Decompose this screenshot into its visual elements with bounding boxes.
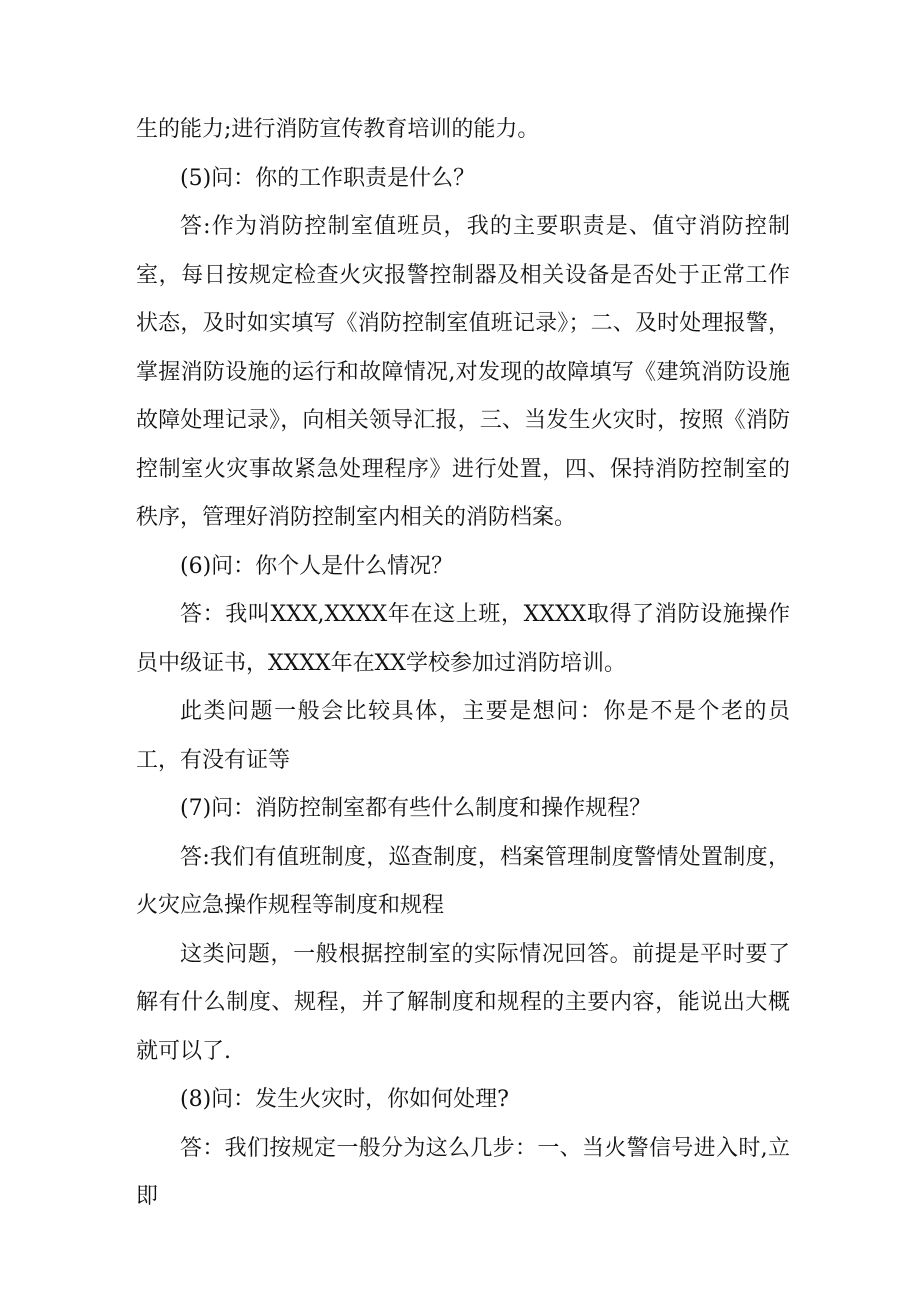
question-7: (7)问：消防控制室都有些什么制度和操作规程？ — [180, 796, 652, 821]
document-body — [136, 106, 790, 1222]
question-5: (5)问：你的工作职责是什么？ — [180, 165, 476, 191]
answer-6: 答：我叫XXX,XXXX年在这上班，XXXX取得了消防设施操作员中级证书，XXXX年在XX学校参加过消防培训。 — [136, 602, 790, 676]
answer-8: 答：我们按规定一般分为这么几步：一、当火警信号进入时,立即 — [136, 1135, 790, 1209]
answer-5: 答:作为消防控制室值班员，我的主要职责是、值守消防控制室，每日按规定检查火灾报警控制器及相关设备是否处于正常工作状态，及时如实填写《消防控制室值班记录》；二、及时处理报警，掌握消防设施的运行和故障情况,对发现的故障填写《建筑消防设施故障处理记录》，向相关领导汇报，三、当发生火灾时，按照《消防控制室火灾事故紧急处理程序》进行处置，四、保持消防控制室的秩序，管理好消防控制室内相关的消防档案。 — [136, 214, 790, 530]
answer-7: 答:我们有值班制度，巡查制度，档案管理制度警情处置制度，火灾应急操作规程等制度和规程 — [136, 844, 790, 918]
paragraph-continuation: 生的能力;进行消防宣传教育培训的能力。 — [136, 117, 540, 142]
note-6: 此类问题一般会比较具体，主要是想问：你是不是个老的员工，有没有证等 — [136, 699, 790, 773]
question-8: (8)问：发生火灾时，你如何处理? — [180, 1087, 509, 1112]
note-7: 这类问题，一般根据控制室的实际情况回答。前提是平时要了解有什么制度、规程，并了解制度和规程的主要内容，能说出大概就可以了. — [136, 941, 790, 1064]
question-6: (6)问：你个人是什么情况？ — [180, 553, 454, 579]
